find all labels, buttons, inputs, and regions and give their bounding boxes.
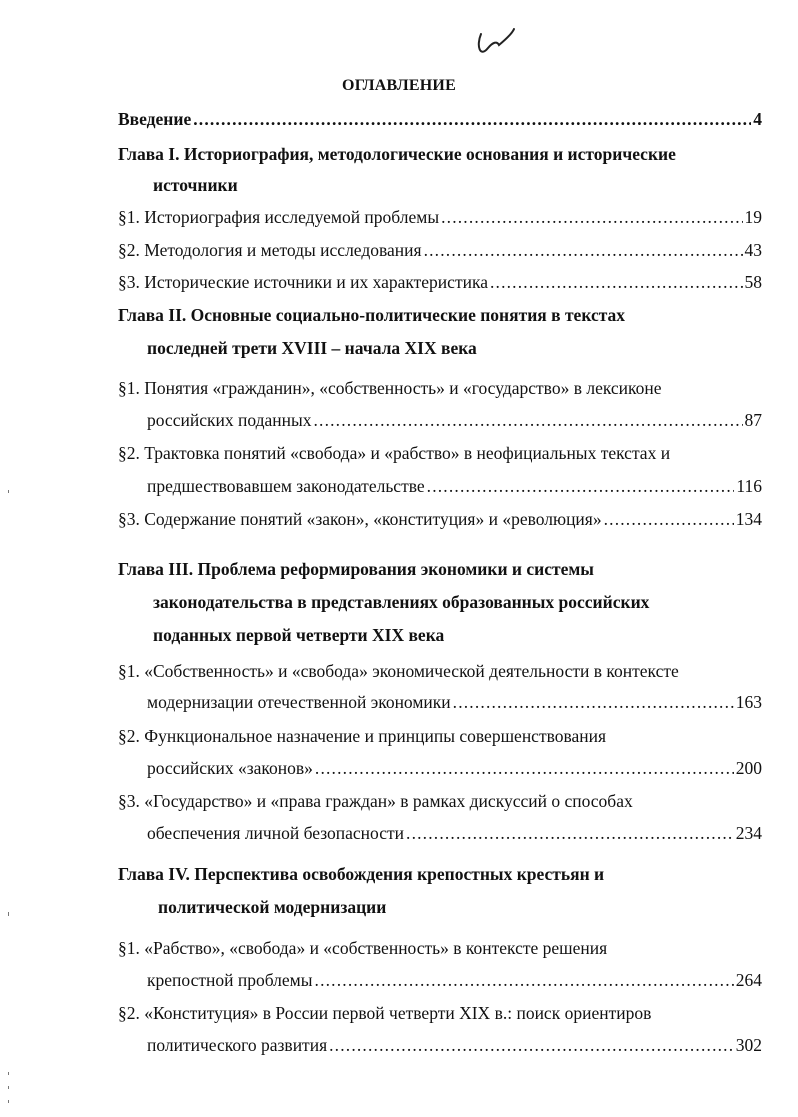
toc-entry-ch3-s3[interactable]: §3. «Государство» и «права граждан» в рамках дискуссий о способах <box>118 791 633 811</box>
toc-entry-ch4-s2[interactable]: §2. «Конституция» в России первой четверти XIX в.: поиск ориентиров <box>118 1003 652 1023</box>
toc-label: российских поданных <box>147 410 312 430</box>
toc-page-number: 87 <box>744 410 762 430</box>
toc-entry-ch1-s3[interactable] <box>118 271 762 293</box>
dot-leader <box>441 206 742 228</box>
scan-speck <box>8 490 9 493</box>
chapter-heading-3-cont-2: поданных первой четверти XIX века <box>153 625 445 645</box>
chapter-heading-4[interactable]: Глава IV. Перспектива освобождения крепостных крестьян и <box>118 864 605 884</box>
toc-label: обеспечения личной безопасности <box>147 823 405 843</box>
toc-entry-ch2-s1[interactable]: §1. Понятия «гражданин», «собственность» и «государство» в лексиконе <box>118 378 662 398</box>
toc-label: §3. Содержание понятий «закон», «конституция» и «революция» <box>118 509 602 529</box>
toc-page-number: 116 <box>736 476 762 496</box>
toc-page-number: 19 <box>744 207 762 227</box>
toc-entry-ch2-s3[interactable] <box>118 508 762 530</box>
scan-speck <box>8 1086 9 1089</box>
dot-leader <box>315 969 734 991</box>
toc-page-number: 134 <box>735 509 762 529</box>
chapter-heading-2[interactable]: Глава II. Основные социально-политические понятия в текстах <box>118 305 626 325</box>
dot-leader <box>313 409 742 431</box>
scan-speck <box>8 912 9 916</box>
toc-page-number: 200 <box>735 758 762 778</box>
toc-page-number: 302 <box>735 1035 762 1055</box>
toc-label: Введение <box>118 109 192 129</box>
toc-entry-ch2-s1-cont[interactable] <box>147 409 762 431</box>
dot-leader <box>604 508 734 530</box>
dot-leader <box>427 475 735 497</box>
toc-page-number: 264 <box>735 970 762 990</box>
toc-entry-ch3-s3-cont[interactable] <box>147 822 762 844</box>
toc-page-number: 4 <box>753 109 762 129</box>
toc-label: §2. Методология и методы исследования <box>118 240 422 260</box>
toc-page-number: 163 <box>735 692 762 712</box>
toc-entry-ch4-s1[interactable]: §1. «Рабство», «свобода» и «собственность» в контексте решения <box>118 938 608 958</box>
toc-entry-ch4-s2-cont[interactable] <box>147 1034 762 1056</box>
dot-leader <box>453 691 734 713</box>
chapter-heading-1[interactable]: Глава I. Историография, методологические основания и исторические <box>118 144 676 164</box>
dot-leader <box>490 271 743 293</box>
toc-entry-ch4-s1-cont[interactable] <box>147 969 762 991</box>
toc-page-number: 58 <box>744 272 762 292</box>
chapter-heading-1-cont: источники <box>153 175 238 195</box>
toc-label: §3. Исторические источники и их характеристика <box>118 272 488 292</box>
toc-entry-ch1-s2[interactable] <box>118 239 762 261</box>
toc-label: предшествовавшем законодательстве <box>147 476 425 496</box>
dot-leader <box>315 757 734 779</box>
dot-leader <box>424 239 743 261</box>
dot-leader <box>193 108 751 130</box>
toc-label: крепостной проблемы <box>147 970 313 990</box>
scan-speck <box>8 1100 9 1103</box>
chapter-heading-4-cont: политической модернизации <box>158 897 387 917</box>
toc-entry-ch3-s2-cont[interactable] <box>147 757 762 779</box>
chapter-heading-3-cont-1: законодательства в представлениях образованных российских <box>153 592 650 612</box>
toc-label: модернизации отечественной экономики <box>147 692 451 712</box>
toc-entry-ch2-s2-cont[interactable] <box>147 475 762 497</box>
toc-label: российских «законов» <box>147 758 313 778</box>
toc-entry-ch3-s1[interactable]: §1. «Собственность» и «свобода» экономической деятельности в контексте <box>118 661 679 681</box>
toc-entry-intro[interactable] <box>118 108 762 130</box>
toc-entry-ch2-s2[interactable]: §2. Трактовка понятий «свобода» и «рабство» в неофициальных текстах и <box>118 443 671 463</box>
toc-page-number: 43 <box>744 240 762 260</box>
chapter-heading-2-cont: последней трети XVIII – начала XIX века <box>147 338 477 358</box>
toc-entry-ch3-s2[interactable]: §2. Функциональное назначение и принципы совершенствования <box>118 726 607 746</box>
page-title: ОГЛАВЛЕНИЕ <box>342 77 456 94</box>
chapter-heading-3[interactable]: Глава III. Проблема реформирования экономики и системы <box>118 559 594 579</box>
scan-speck <box>8 1072 9 1075</box>
toc-entry-ch1-s1[interactable] <box>118 206 762 228</box>
toc-label: политического развития <box>147 1035 328 1055</box>
handwritten-page-mark <box>472 26 516 60</box>
toc-label: §1. Историография исследуемой проблемы <box>118 207 440 227</box>
toc-entry-ch3-s1-cont[interactable] <box>147 691 762 713</box>
dot-leader <box>329 1034 734 1056</box>
dot-leader <box>406 822 734 844</box>
toc-page-number: 234 <box>735 823 762 843</box>
